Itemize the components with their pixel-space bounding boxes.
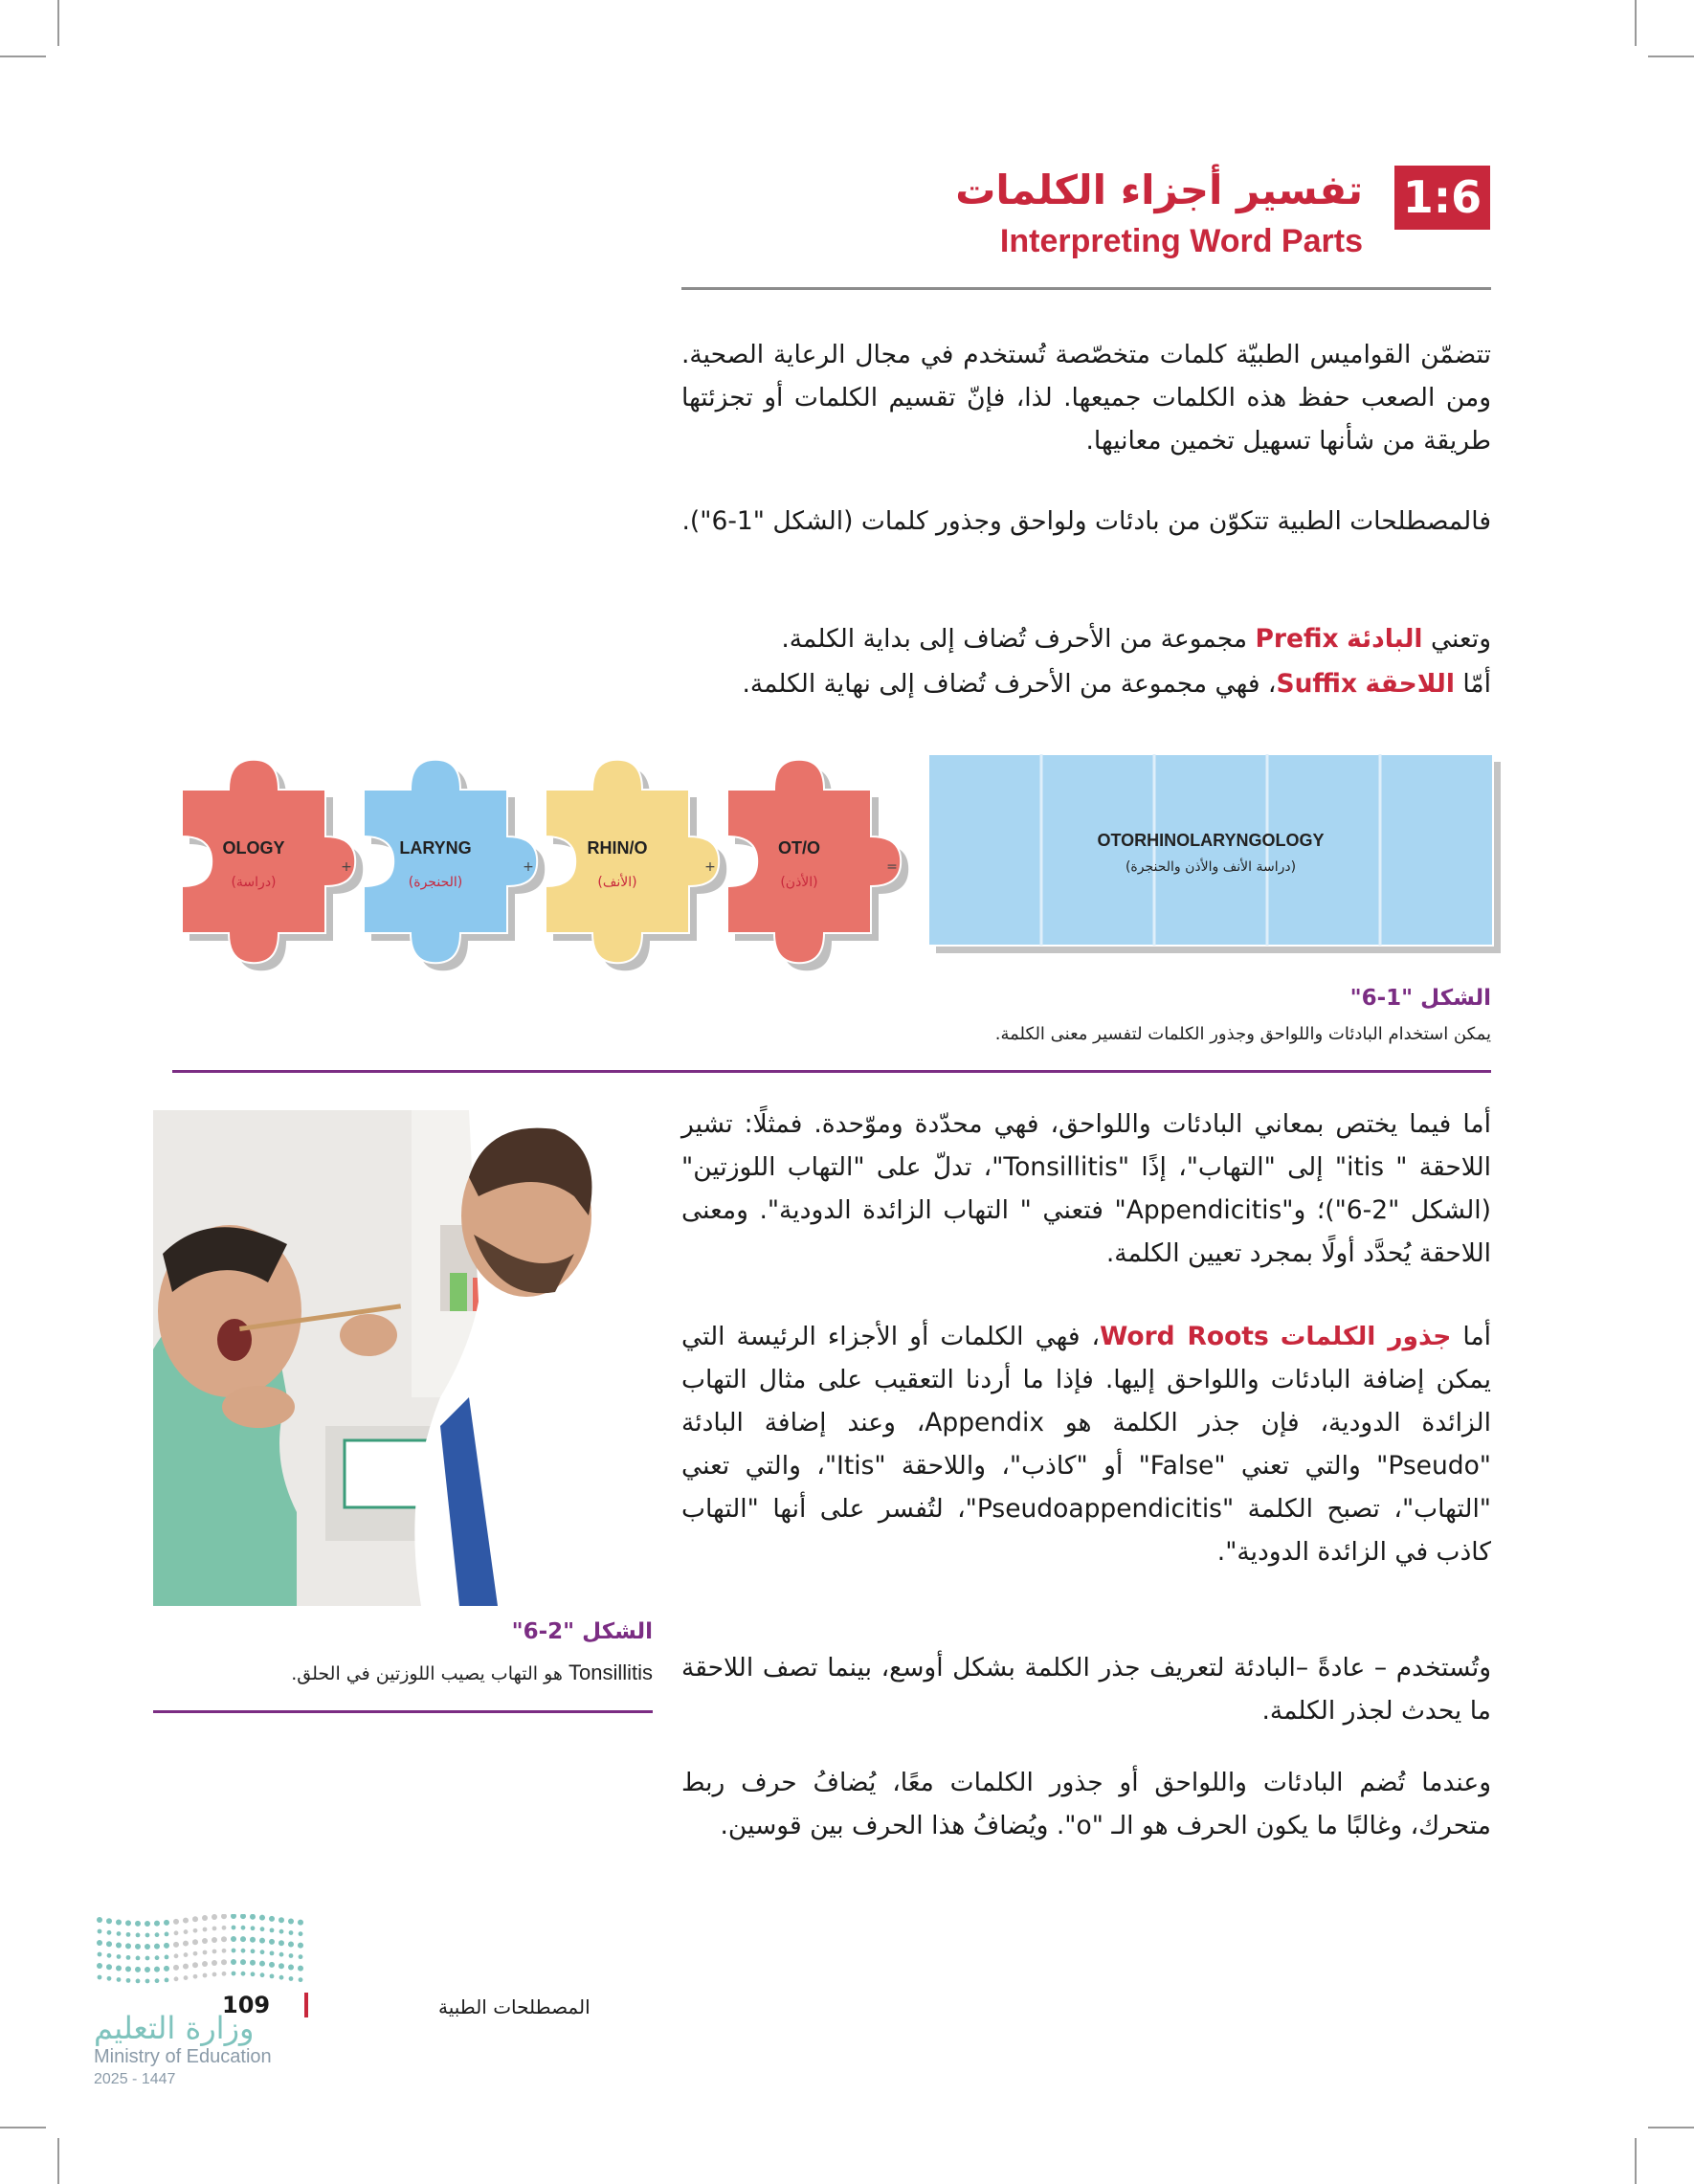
logo-dot bbox=[116, 1919, 122, 1925]
crop-mark bbox=[57, 2138, 59, 2184]
puzzle-piece-label: RHIN/O bbox=[587, 838, 648, 858]
logo-dot bbox=[289, 1953, 294, 1958]
logo-dot bbox=[136, 1932, 141, 1937]
figure-2-caption-text: هو التهاب يصيب اللوزتين في الحلق. bbox=[291, 1663, 568, 1684]
logo-dot bbox=[240, 1936, 246, 1942]
crop-mark bbox=[57, 0, 59, 46]
logo-dot bbox=[154, 1921, 160, 1927]
suffix-term-ar: اللاحقة bbox=[1365, 669, 1455, 699]
logo-dot bbox=[97, 1963, 102, 1969]
logo-dot bbox=[202, 1938, 208, 1944]
logo-dot bbox=[279, 1929, 284, 1934]
logo-dot bbox=[165, 1977, 169, 1982]
logo-dot bbox=[192, 1939, 198, 1945]
logo-dot bbox=[203, 1973, 208, 1978]
logo-dot bbox=[259, 1938, 265, 1944]
logo-dot bbox=[288, 1941, 294, 1947]
figure-2-divider bbox=[153, 1710, 653, 1713]
prefix-text-pre: وتعني bbox=[1422, 624, 1491, 654]
crop-mark bbox=[0, 2127, 46, 2128]
logo-dot bbox=[183, 1918, 189, 1924]
logo-dot bbox=[289, 1930, 294, 1935]
puzzle-result-piece bbox=[928, 754, 1501, 953]
logo-dot bbox=[270, 1973, 275, 1978]
logo-dot bbox=[126, 1978, 131, 1983]
logo-dot bbox=[232, 1949, 236, 1953]
logo-dot bbox=[251, 1972, 256, 1976]
intro-paragraph-2: فالمصطلحات الطبية تتكوّن من بادئات ولواحق وجذور كلمات (الشكل "1-6"). bbox=[681, 506, 1491, 536]
logo-dot bbox=[184, 1975, 189, 1980]
body-paragraph-word-roots bbox=[681, 1315, 1491, 1573]
roots-text-pre: أما bbox=[1451, 1322, 1492, 1351]
logo-dot bbox=[232, 1972, 236, 1976]
logo-dot bbox=[184, 1952, 189, 1957]
logo-dot bbox=[136, 1978, 141, 1983]
word-parts-puzzle-diagram bbox=[172, 747, 1503, 976]
logo-dot bbox=[221, 1936, 227, 1942]
logo-dot bbox=[107, 1953, 112, 1958]
logo-dot bbox=[183, 1964, 189, 1970]
logo-dot bbox=[107, 1976, 112, 1981]
logo-dot bbox=[184, 1929, 189, 1934]
logo-dot bbox=[97, 1917, 102, 1923]
logo-dot bbox=[270, 1928, 275, 1932]
logo-dot bbox=[250, 1937, 256, 1943]
logo-dot bbox=[97, 1940, 102, 1946]
logo-dot bbox=[202, 1961, 208, 1967]
puzzle-result-meaning: (دراسة الأنف والأذن والحنجرة) bbox=[1125, 859, 1297, 875]
roots-term-ar: جذور الكلمات bbox=[1280, 1322, 1452, 1351]
logo-dot bbox=[231, 1959, 236, 1965]
logo-dot bbox=[125, 1943, 131, 1949]
logo-dot bbox=[203, 1950, 208, 1955]
puzzle-operator: + bbox=[704, 859, 716, 875]
logo-dot bbox=[212, 1914, 217, 1920]
ministry-name-english: Ministry of Education bbox=[94, 2046, 272, 2067]
logo-dot bbox=[221, 1914, 227, 1919]
logo-dot bbox=[202, 1915, 208, 1921]
logo-dot bbox=[125, 1966, 131, 1972]
prefix-term-en: Prefix bbox=[1255, 624, 1339, 654]
puzzle-operator: + bbox=[341, 859, 352, 875]
section-number-badge: 1:6 bbox=[1394, 166, 1490, 230]
puzzle-piece-4 bbox=[727, 760, 908, 970]
logo-dot bbox=[279, 1952, 284, 1957]
logo-dot bbox=[298, 1943, 303, 1949]
logo-dot bbox=[192, 1916, 198, 1922]
logo-dot bbox=[298, 1920, 303, 1926]
logo-dot bbox=[222, 1972, 227, 1976]
logo-dot bbox=[288, 1918, 294, 1924]
logo-dot bbox=[145, 1979, 150, 1984]
logo-dot bbox=[174, 1976, 179, 1981]
logo-dot bbox=[193, 1928, 198, 1933]
logo-dot bbox=[145, 1933, 150, 1938]
logo-dot bbox=[288, 1964, 294, 1970]
logo-dot bbox=[173, 1919, 179, 1925]
logo-dot bbox=[299, 1954, 303, 1959]
logo-dot bbox=[117, 1977, 122, 1982]
logo-dot bbox=[251, 1926, 256, 1930]
logo-dot bbox=[279, 1963, 284, 1969]
crop-mark bbox=[1635, 2138, 1637, 2184]
body-paragraph-prefix-suffix-meaning: أما فيما يختص بمعاني البادئات واللواحق، فهي محدّدة وموّحدة. فمثلًا: تشير اللاحقة " itis" إلى "التهاب"، إذًا "Tonsillitis"، تدلّ على "التهاب اللوزتين" (الشكل "2-6")؛ و"Appendicitis" فتعني " التهاب الزائدة الدودية". ومعنى اللاحقة يُحدَّد أولًا بمجرد تعيين الكلمة. bbox=[681, 1109, 1492, 1268]
suffix-definition bbox=[681, 662, 1491, 705]
figure-1-caption: يمكن استخدام البادئات واللواحق وجذور الكلمات لتفسير معنى الكلمة. bbox=[994, 1024, 1491, 1044]
puzzle-piece-label: LARYNG bbox=[399, 838, 472, 858]
figure-1-title: الشكل "1-6" bbox=[1349, 986, 1491, 1011]
logo-dot bbox=[260, 1972, 265, 1977]
logo-dot bbox=[279, 1940, 284, 1946]
logo-dot bbox=[269, 1962, 275, 1968]
logo-dot bbox=[135, 1944, 141, 1950]
book-title: المصطلحات الطبية bbox=[438, 1995, 591, 2018]
logo-dot bbox=[269, 1916, 275, 1922]
logo-dot bbox=[154, 1944, 160, 1950]
logo-dot bbox=[240, 1914, 246, 1919]
logo-dot bbox=[279, 1917, 284, 1923]
logo-dot bbox=[126, 1955, 131, 1960]
section-title-arabic: تفسير أجزاء الكلمات bbox=[955, 167, 1363, 213]
logo-dot bbox=[164, 1943, 169, 1949]
logo-dot bbox=[117, 1954, 122, 1959]
prefix-definition bbox=[681, 617, 1491, 660]
puzzle-operator: = bbox=[886, 859, 898, 875]
puzzle-piece-meaning: (الأذن) bbox=[780, 875, 818, 890]
logo-dot bbox=[173, 1942, 179, 1948]
logo-dot bbox=[174, 1930, 179, 1935]
logo-dot bbox=[193, 1951, 198, 1956]
crop-mark bbox=[0, 56, 46, 57]
crop-mark bbox=[1648, 56, 1694, 57]
logo-dot bbox=[106, 1941, 112, 1947]
suffix-text-post: ، فهي مجموعة من الأحرف تُضاف إلى نهاية الكلمة. bbox=[742, 669, 1277, 699]
puzzle-piece-meaning: (دراسة) bbox=[231, 875, 277, 890]
edition-year: 2025 - 1447 bbox=[94, 2071, 176, 2087]
logo-dot bbox=[125, 1920, 131, 1926]
logo-dot bbox=[250, 1960, 256, 1966]
logo-dot bbox=[173, 1965, 179, 1971]
logo-dot bbox=[116, 1942, 122, 1948]
crop-mark bbox=[1648, 2127, 1694, 2128]
intro-paragraph-1: تتضمّن القواميس الطبيّة كلمات متخصّصة تُستخدم في مجال الرعاية الصحية. ومن الصعب حفظ هذه الكلمات جميعها. لذا، فإنّ تقسيم الكلمات أو تجزئتها طريقة من شأنها تسهيل تخمين معانيها. bbox=[681, 340, 1491, 456]
logo-dot bbox=[212, 1927, 217, 1931]
logo-dot bbox=[231, 1914, 236, 1919]
figure-2-caption bbox=[291, 1660, 653, 1685]
logo-dot bbox=[117, 1931, 122, 1936]
logo-dot bbox=[241, 1972, 246, 1976]
logo-dot bbox=[135, 1921, 141, 1927]
logo-dot bbox=[298, 1966, 303, 1972]
logo-dot bbox=[212, 1950, 217, 1954]
logo-dot bbox=[116, 1965, 122, 1971]
logo-dot bbox=[279, 1975, 284, 1980]
logo-dot bbox=[165, 1954, 169, 1959]
logo-dot bbox=[165, 1931, 169, 1936]
puzzle-piece-3 bbox=[546, 760, 726, 970]
logo-dot bbox=[212, 1960, 217, 1966]
header-divider bbox=[681, 287, 1491, 290]
footer-separator bbox=[304, 1993, 308, 2017]
logo-dot bbox=[155, 1978, 160, 1983]
logo-dot bbox=[251, 1949, 256, 1953]
logo-dot bbox=[221, 1959, 227, 1965]
puzzle-piece-1 bbox=[182, 760, 363, 970]
suffix-text-pre: أمّا bbox=[1454, 669, 1491, 699]
figure-1-divider bbox=[172, 1070, 1491, 1073]
prefix-term-ar: البادئة bbox=[1347, 624, 1423, 654]
logo-dot bbox=[212, 1972, 217, 1977]
logo-dot bbox=[135, 1967, 141, 1972]
logo-dot bbox=[289, 1976, 294, 1981]
logo-dot bbox=[241, 1926, 246, 1930]
body-paragraph-prefix-usage: وتُستخدم – عادةً –البادئة لتعريف جذر الكلمة بشكل أوسع، بينما تصف اللاحقة ما يحدث لجذر الكلمة. bbox=[681, 1653, 1491, 1726]
page-number: 109 bbox=[222, 1992, 271, 2018]
puzzle-result-label: OTORHINOLARYNGOLOGY bbox=[1097, 831, 1325, 850]
logo-dot bbox=[299, 1977, 303, 1982]
roots-text-post: ، فهي الكلمات أو الأجزاء الرئيسة التي يمكن إضافة البادئات واللواحق إليها. فإذا ما أردنا التعقيب على مثال التهاب الزائدة الدودية، فإن جذر الكلمة هو Appendix، وعند إضافة البادئة "Pseudo" والتي تعني "False" أو "كاذب"، واللاحقة "Itis"، والتي تعني "التهاب"، تصبح الكلمة "Pseudoappendicitis"، لتُفسر على أنها "التهاب كاذب في الزائدة الدودية". bbox=[681, 1322, 1491, 1567]
logo-dot bbox=[98, 1975, 102, 1980]
tonsillitis-exam-photo bbox=[153, 1110, 653, 1606]
logo-dot bbox=[145, 1944, 150, 1950]
puzzle-piece-meaning: (الحنجرة) bbox=[408, 875, 463, 890]
logo-dot bbox=[145, 1956, 150, 1961]
roots-term-en: Word Roots bbox=[1100, 1322, 1269, 1351]
logo-dot bbox=[164, 1920, 169, 1926]
section-title-english: Interpreting Word Parts bbox=[999, 223, 1363, 259]
logo-dot bbox=[231, 1936, 236, 1942]
logo-dot bbox=[222, 1949, 227, 1953]
puzzle-operator: + bbox=[523, 859, 534, 875]
logo-dot bbox=[174, 1953, 179, 1958]
logo-dot bbox=[270, 1950, 275, 1955]
logo-dot bbox=[299, 1931, 303, 1936]
logo-dot bbox=[106, 1918, 112, 1924]
puzzle-piece-meaning: (الأنف) bbox=[597, 875, 637, 890]
ministry-name-arabic: وزارة التعليم bbox=[94, 2010, 255, 2046]
logo-dot bbox=[260, 1950, 265, 1954]
logo-dot bbox=[164, 1966, 169, 1972]
logo-dot bbox=[260, 1927, 265, 1931]
logo-dot bbox=[106, 1964, 112, 1970]
logo-dot bbox=[107, 1930, 112, 1935]
logo-dot bbox=[193, 1974, 198, 1979]
prefix-text-post: مجموعة من الأحرف تُضاف إلى بداية الكلمة. bbox=[781, 624, 1256, 654]
puzzle-piece-label: OLOGY bbox=[222, 838, 285, 858]
logo-dot bbox=[183, 1941, 189, 1947]
logo-dot bbox=[259, 1961, 265, 1967]
suffix-term-en: Suffix bbox=[1276, 669, 1358, 699]
logo-dot bbox=[250, 1914, 256, 1920]
body-paragraph-combining-vowel: وعندما تُضم البادئات واللواحق أو جذور الكلمات معًا، يُضافُ حرف ربط متحرك، وغالبًا ما يكون الحرف هو الـ "o". ويُضافُ هذا الحرف بين قوسين. bbox=[681, 1768, 1491, 1840]
logo-dot bbox=[240, 1959, 246, 1965]
logo-dot bbox=[192, 1962, 198, 1968]
logo-dot bbox=[269, 1939, 275, 1945]
logo-dot bbox=[155, 1955, 160, 1960]
ministry-logo-dots bbox=[94, 1914, 304, 1991]
logo-dot bbox=[136, 1955, 141, 1960]
logo-dot bbox=[222, 1926, 227, 1930]
logo-dot bbox=[155, 1932, 160, 1937]
figure-2-title: الشكل "2-6" bbox=[511, 1619, 653, 1644]
logo-dot bbox=[145, 1967, 150, 1972]
logo-dot bbox=[145, 1921, 150, 1927]
puzzle-piece-2 bbox=[364, 760, 545, 970]
figure-2-caption-term: Tonsillitis bbox=[568, 1660, 653, 1684]
logo-dot bbox=[259, 1915, 265, 1921]
logo-dot bbox=[241, 1949, 246, 1953]
logo-dot bbox=[126, 1932, 131, 1937]
logo-dot bbox=[98, 1929, 102, 1934]
logo-dot bbox=[232, 1926, 236, 1930]
puzzle-piece-label: OT/O bbox=[778, 838, 820, 858]
logo-dot bbox=[154, 1967, 160, 1972]
logo-dot bbox=[98, 1952, 102, 1957]
logo-dot bbox=[203, 1928, 208, 1932]
crop-mark bbox=[1635, 0, 1637, 46]
logo-dot bbox=[212, 1937, 217, 1943]
